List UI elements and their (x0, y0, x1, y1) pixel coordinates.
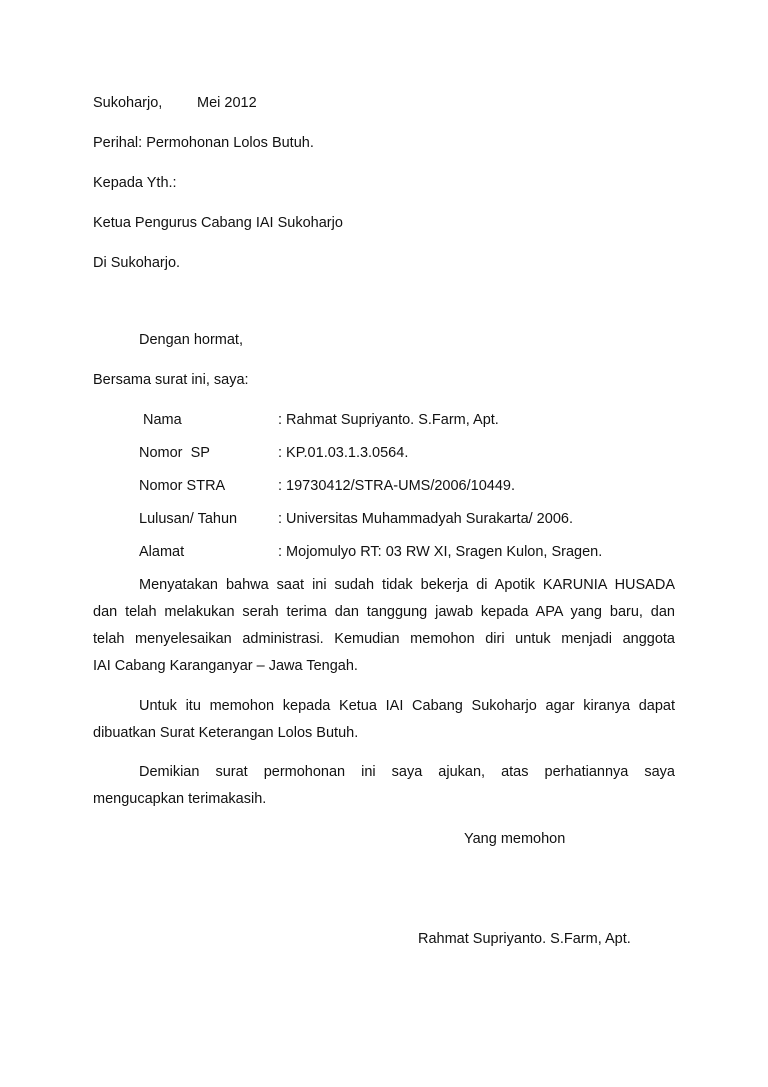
intro: Bersama surat ini, saya: (93, 372, 249, 388)
paragraph-line: mengucapkan terimakasih. (93, 791, 267, 807)
paragraph-line: telah menyelesaikan administrasi. Kemudian memohon diri untuk menjadi anggota (93, 631, 675, 647)
paragraph-line: Demikian surat permohonan ini saya ajukan, atas perhatiannya saya (139, 764, 675, 780)
identity-value: : Mojomulyo RT: 03 RW XI, Sragen Kulon, Sragen. (278, 544, 603, 560)
identity-label: Alamat (139, 544, 185, 560)
paragraph-line: dibuatkan Surat Keterangan Lolos Butuh. (93, 725, 359, 741)
identity-label: Nomor SP (139, 445, 210, 461)
identity-value: : 19730412/STRA-UMS/2006/10449. (278, 478, 515, 494)
identity-label: Nama (143, 412, 182, 428)
recipient-location: Di Sukoharjo. (93, 255, 181, 271)
paragraph-line: dan telah melakukan serah terima dan tanggung jawab kepada APA yang baru, dan (93, 604, 675, 620)
letter-subject: Perihal: Permohonan Lolos Butuh. (93, 135, 314, 151)
identity-value: : Rahmat Supriyanto. S.Farm, Apt. (278, 412, 499, 428)
identity-label: Nomor STRA (139, 478, 226, 494)
identity-value: : Universitas Muhammadyah Surakarta/ 2006. (278, 511, 573, 527)
paragraph-line: Untuk itu memohon kepada Ketua IAI Cabang Sukoharjo agar kiranya dapat (139, 698, 675, 714)
paragraph-line: IAI Cabang Karanganyar – Jawa Tengah. (93, 658, 358, 674)
identity-label: Lulusan/ Tahun (139, 511, 238, 527)
identity-value: : KP.01.03.1.3.0564. (278, 445, 409, 461)
letter-date: Mei 2012 (197, 95, 257, 111)
recipient: Ketua Pengurus Cabang IAI Sukoharjo (93, 215, 343, 231)
signatory-name: Rahmat Supriyanto. S.Farm, Apt. (418, 931, 631, 947)
paragraph-line: Menyatakan bahwa saat ini sudah tidak bekerja di Apotik KARUNIA HUSADA (139, 577, 675, 593)
addressee-intro: Kepada Yth.: (93, 175, 177, 191)
closing-label: Yang memohon (464, 831, 566, 847)
place: Sukoharjo, (93, 95, 163, 111)
greeting: Dengan hormat, (139, 332, 243, 348)
